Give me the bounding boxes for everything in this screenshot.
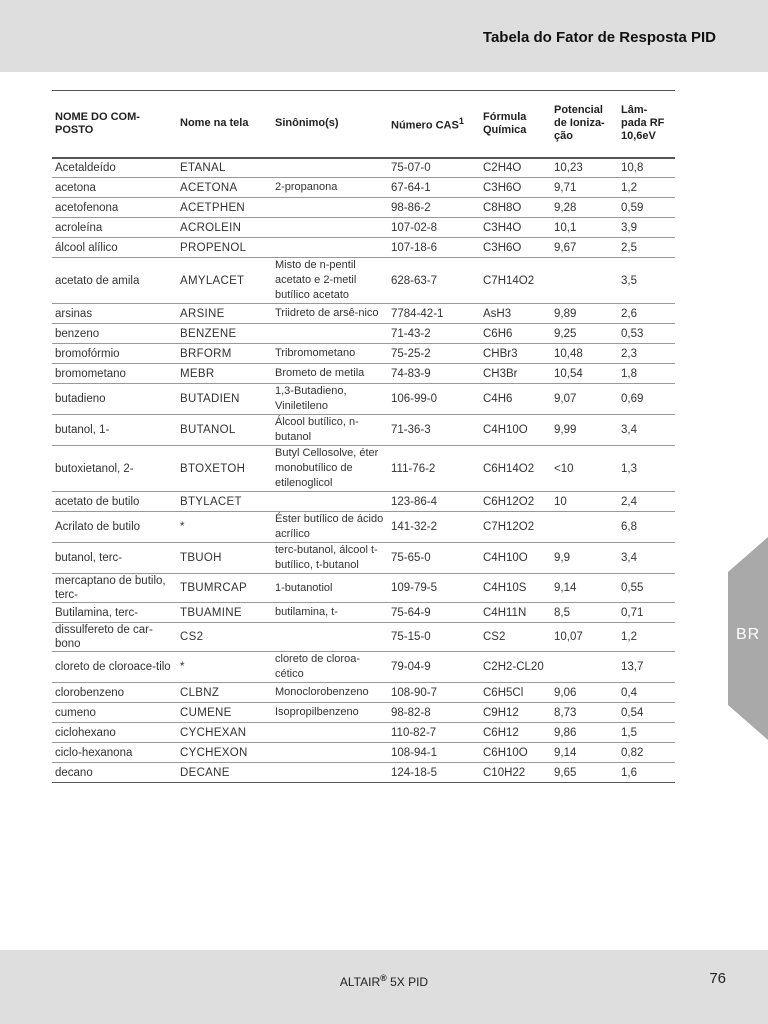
table-row (52, 623, 675, 652)
cell-screen-name: CLBNZ (180, 686, 220, 699)
table-header (52, 91, 675, 158)
cell-compound-name: ciclo-hexanona (55, 746, 133, 759)
cas-header-text: Número CAS (391, 119, 459, 132)
table-row (52, 258, 675, 304)
cell-formula: C4H6 (483, 393, 513, 405)
cell-compound-name: benzeno (55, 327, 100, 340)
column-header-synonyms: Sinônimo(s) (275, 117, 339, 130)
cell-compound-name: arsinas (55, 307, 93, 320)
header-row (52, 91, 675, 158)
cell-compound-name: ciclohexano (55, 726, 116, 739)
table-row (52, 364, 675, 384)
cell-formula: C3H4O (483, 221, 522, 234)
column-header-lamp-rf: Lâm-pada RF 10,6eV (621, 104, 665, 143)
cell-lamp-rf: 2,3 (621, 347, 637, 360)
cell-synonyms: Isopropilbenzeno (275, 706, 359, 718)
table-row (52, 415, 675, 446)
table-row (52, 446, 675, 492)
cell-ionization-potential: 9,06 (554, 686, 577, 699)
table-row (52, 512, 675, 543)
cell-screen-name: BUTADIEN (180, 393, 240, 405)
cell-lamp-rf: 0,71 (621, 606, 644, 619)
cell-ionization-potential: 9,65 (554, 766, 577, 779)
table-row (52, 304, 675, 324)
cell-compound-name: álcool alílico (55, 241, 118, 254)
cell-synonyms (272, 238, 388, 258)
cell-lamp-rf: 0,82 (621, 746, 644, 759)
cell-cas-number: 108-90-7 (391, 686, 438, 699)
cell-formula: CH3Br (483, 367, 518, 380)
table-row (52, 574, 675, 603)
cell-synonyms (272, 198, 388, 218)
cell-ionization-potential: <10 (554, 462, 574, 475)
cell-cas-number: 67-64-1 (391, 181, 431, 194)
cell-lamp-rf: 0,55 (621, 582, 644, 594)
cell-formula: CS2 (483, 631, 506, 643)
cell-compound-name: cumeno (55, 706, 96, 719)
cell-screen-name: BUTANOL (180, 424, 236, 436)
cell-synonyms: Éster butílico de ácido acrílico (275, 513, 384, 540)
cell-formula: AsH3 (483, 307, 512, 320)
cell-formula: C4H10O (483, 552, 528, 564)
cell-synonyms: cloreto de cloroa-cético (275, 653, 360, 680)
cell-synonyms: 1,3-Butadieno, Viniletileno (275, 385, 347, 412)
cell-formula: C4H10S (483, 582, 527, 594)
cell-ionization-potential: 9,14 (554, 582, 577, 594)
table-row (52, 603, 675, 623)
cell-formula: C6H12 (483, 726, 519, 739)
cell-cas-number: 628-63-7 (391, 274, 438, 287)
cell-synonyms: butilamina, t- (275, 606, 338, 618)
cell-synonyms: terc-butanol, álcool t-butílico, t-butanol (275, 544, 378, 571)
cell-screen-name: BRFORM (180, 347, 232, 360)
response-factor-table (52, 90, 675, 783)
cell-compound-name: acetofenona (55, 201, 119, 214)
table-row (52, 158, 675, 178)
cell-compound-name: butanol, terc- (55, 552, 123, 564)
cell-formula: C2H2-CL20 (483, 661, 544, 673)
cell-compound-name: bromofórmio (55, 347, 120, 360)
cell-cas-number: 98-82-8 (391, 706, 431, 719)
cell-cas-number: 71-43-2 (391, 327, 431, 340)
cell-compound-name: clorobenzeno (55, 686, 125, 699)
cell-ionization-potential (551, 512, 618, 543)
cell-lamp-rf: 2,4 (621, 495, 637, 508)
cell-compound-name: butanol, 1- (55, 424, 110, 436)
cell-screen-name: TBUMRCAP (180, 582, 247, 594)
cell-lamp-rf: 13,7 (621, 661, 644, 673)
table-row (52, 178, 675, 198)
cell-lamp-rf: 3,5 (621, 274, 637, 287)
cell-screen-name: * (180, 521, 185, 533)
table-row (52, 324, 675, 344)
table-row (52, 218, 675, 238)
cell-cas-number: 74-83-9 (391, 367, 431, 380)
cell-cas-number: 123-86-4 (391, 495, 438, 508)
cell-screen-name: ACETONA (180, 181, 238, 194)
cell-ionization-potential: 10,07 (554, 631, 583, 643)
cell-formula: C6H6 (483, 327, 513, 340)
table-row (52, 703, 675, 723)
cell-cas-number: 110-82-7 (391, 726, 437, 739)
cell-synonyms (272, 723, 388, 743)
cell-ionization-potential: 9,86 (554, 726, 577, 739)
cell-cas-number: 107-18-6 (391, 241, 438, 254)
cell-screen-name: DECANE (180, 766, 230, 779)
table-row (52, 198, 675, 218)
registered-mark: ® (380, 973, 387, 983)
cell-ionization-potential (551, 652, 618, 683)
cell-cas-number: 75-64-9 (391, 606, 431, 619)
column-header-compound-name: NOME DO COM-POSTO (55, 110, 140, 136)
cell-formula: C7H14O2 (483, 274, 535, 287)
cell-formula: C7H12O2 (483, 521, 535, 533)
cell-cas-number: 141-32-2 (391, 521, 438, 533)
cell-lamp-rf: 0,54 (621, 706, 644, 719)
cell-compound-name: Acrilato de butilo (55, 521, 141, 533)
cell-synonyms: Tribromometano (275, 347, 356, 359)
table-row (52, 384, 675, 415)
footer-band (0, 950, 768, 1024)
cell-ionization-potential: 8,73 (554, 706, 577, 719)
cell-lamp-rf: 10,8 (621, 161, 644, 174)
column-header-screen-name: Nome na tela (180, 117, 249, 130)
cell-ionization-potential: 9,99 (554, 424, 577, 436)
cell-lamp-rf: 1,8 (621, 367, 637, 380)
cell-ionization-potential: 9,9 (554, 552, 570, 564)
cell-screen-name: BTOXETOH (180, 462, 246, 475)
cell-screen-name: * (180, 661, 185, 673)
cell-lamp-rf: 3,4 (621, 552, 637, 564)
cell-lamp-rf: 0,53 (621, 327, 644, 340)
cell-screen-name: AMYLACET (180, 274, 245, 287)
cell-screen-name: TBUAMINE (180, 606, 242, 619)
cell-ionization-potential: 9,25 (554, 327, 577, 340)
cell-formula: C4H11N (483, 606, 527, 619)
table-row (52, 723, 675, 743)
footer-product-name: ALTAIR (339, 975, 381, 989)
cell-synonyms (272, 743, 388, 763)
cell-ionization-potential (551, 258, 618, 304)
cell-screen-name: ACETPHEN (180, 201, 246, 214)
cell-synonyms (272, 218, 388, 238)
cell-formula: C2H4O (483, 161, 522, 174)
cell-formula: C8H8O (483, 201, 522, 214)
table-row (52, 652, 675, 683)
cell-synonyms (272, 623, 388, 652)
table-row (52, 743, 675, 763)
column-header-cas-number (388, 91, 480, 158)
footer-product-suffix: 5X PID (386, 975, 429, 989)
cell-screen-name: CUMENE (180, 706, 232, 719)
cell-ionization-potential: 9,28 (554, 201, 577, 214)
table-row (52, 683, 675, 703)
table-body (52, 158, 675, 783)
cell-compound-name: acroleína (55, 221, 103, 234)
cell-screen-name: ARSINE (180, 307, 225, 320)
table-row (52, 344, 675, 364)
cell-lamp-rf: 1,2 (621, 631, 637, 643)
cell-lamp-rf: 2,6 (621, 307, 637, 320)
footer-product (0, 973, 768, 989)
column-header-ionization-potential: Potencial de Ioniza-ção (554, 104, 605, 143)
table-row (52, 763, 675, 783)
cell-formula: C3H6O (483, 241, 522, 254)
cell-synonyms (272, 763, 388, 783)
table-row (52, 238, 675, 258)
table-row (52, 543, 675, 574)
cell-lamp-rf: 6,8 (621, 521, 637, 533)
cell-compound-name: dissulfereto de car-bono (55, 624, 153, 650)
cell-cas-number: 7784-42-1 (391, 307, 444, 320)
cell-cas-number: 75-15-0 (391, 631, 431, 643)
language-tab-label: BR (736, 626, 761, 643)
cell-lamp-rf: 3,4 (621, 424, 637, 436)
cell-compound-name: Butilamina, terc- (55, 606, 139, 619)
cell-cas-number: 79-04-9 (391, 661, 431, 673)
cell-formula: C9H12 (483, 706, 519, 719)
cell-synonyms: Monoclorobenzeno (275, 686, 369, 698)
cell-lamp-rf: 1,5 (621, 726, 637, 739)
cell-compound-name: acetona (55, 181, 96, 194)
cell-synonyms (272, 492, 388, 512)
cell-cas-number: 109-79-5 (391, 582, 438, 594)
page-number: 76 (709, 970, 726, 987)
cas-footnote-marker: 1 (458, 115, 464, 126)
cell-screen-name: CYCHEXAN (180, 726, 247, 739)
cell-synonyms: Brometo de metila (275, 367, 365, 379)
cell-compound-name: decano (55, 766, 93, 779)
cell-screen-name: TBUOH (180, 552, 222, 564)
cell-formula: C6H14O2 (483, 462, 535, 475)
cell-screen-name: PROPENOL (180, 241, 247, 254)
cell-lamp-rf: 2,5 (621, 241, 637, 254)
cell-ionization-potential: 9,71 (554, 181, 577, 194)
cell-screen-name: BENZENE (180, 327, 237, 340)
cell-cas-number: 98-86-2 (391, 201, 431, 214)
cell-cas-number: 106-99-0 (391, 393, 438, 405)
cell-formula: C6H12O2 (483, 495, 535, 508)
cell-lamp-rf: 0,59 (621, 201, 644, 214)
cell-compound-name: Acetaldeído (55, 161, 116, 174)
cell-ionization-potential: 9,14 (554, 746, 577, 759)
cell-cas-number: 111-76-2 (391, 462, 436, 475)
cell-ionization-potential: 8,5 (554, 606, 570, 619)
cell-synonyms: Butyl Cellosolve, éter monobutílico de etilenoglicol (275, 447, 379, 489)
cell-compound-name: mercaptano de butilo, terc- (55, 575, 166, 601)
page-title: Tabela do Fator de Resposta PID (482, 29, 716, 46)
cell-lamp-rf: 1,2 (621, 181, 637, 194)
cell-screen-name: CYCHEXON (180, 746, 248, 759)
cell-formula: C10H22 (483, 766, 526, 779)
cell-ionization-potential: 10,48 (554, 347, 583, 360)
cell-screen-name: BTYLACET (180, 495, 242, 508)
cell-screen-name: MEBR (180, 367, 215, 380)
cell-synonyms (272, 324, 388, 344)
cell-synonyms (272, 158, 388, 178)
cell-compound-name: acetato de butilo (55, 495, 140, 508)
cell-formula: CHBr3 (483, 347, 518, 360)
cell-cas-number: 75-25-2 (391, 347, 431, 360)
cell-compound-name: butoxietanol, 2- (55, 462, 134, 475)
cell-formula: C6H10O (483, 746, 528, 759)
cell-cas-number: 124-18-5 (391, 766, 438, 779)
cell-cas-number: 75-07-0 (391, 161, 431, 174)
header-band (0, 0, 768, 72)
table-row (52, 492, 675, 512)
cell-formula: C3H6O (483, 181, 522, 194)
cell-synonyms: Álcool butílico, n-butanol (275, 416, 359, 443)
cell-ionization-potential: 10,54 (554, 367, 583, 380)
cell-formula: C6H5Cl (483, 686, 524, 699)
cell-screen-name: ETANAL (180, 161, 226, 174)
cell-ionization-potential: 10,1 (554, 221, 577, 234)
cell-lamp-rf: 0,4 (621, 686, 637, 699)
cell-cas-number: 75-65-0 (391, 552, 431, 564)
cell-compound-name: butadieno (55, 393, 106, 405)
cell-lamp-rf: 3,9 (621, 221, 637, 234)
cell-ionization-potential: 10,23 (554, 161, 583, 174)
cell-lamp-rf: 1,6 (621, 766, 637, 779)
language-tab[interactable] (728, 537, 768, 740)
cell-ionization-potential: 9,89 (554, 307, 577, 320)
cell-cas-number: 71-36-3 (391, 424, 431, 436)
cell-formula: C4H10O (483, 424, 528, 436)
cell-screen-name: ACROLEIN (180, 221, 242, 234)
cell-compound-name: cloreto de cloroace-tilo (55, 661, 171, 673)
cell-ionization-potential: 9,07 (554, 393, 577, 405)
cell-compound-name: bromometano (55, 367, 126, 380)
cell-lamp-rf: 1,3 (621, 462, 637, 475)
cell-lamp-rf: 0,69 (621, 393, 644, 405)
cell-cas-number: 107-02-8 (391, 221, 438, 234)
cell-synonyms: Triidreto de arsê-nico (275, 307, 379, 319)
cell-synonyms: 1-butanotiol (275, 581, 333, 594)
response-factor-table-wrapper (52, 90, 675, 783)
cell-compound-name: acetato de amila (55, 274, 140, 287)
cell-screen-name: CS2 (180, 631, 204, 643)
cell-synonyms: 2-propanona (275, 181, 338, 193)
cell-ionization-potential: 9,67 (554, 241, 577, 254)
column-header-formula: Fórmula Química (483, 110, 527, 136)
cell-synonyms: Misto de n-pentil acetato e 2-metil butílico acetato (275, 259, 357, 301)
cell-ionization-potential: 10 (554, 495, 567, 508)
cell-cas-number: 108-94-1 (391, 746, 438, 759)
